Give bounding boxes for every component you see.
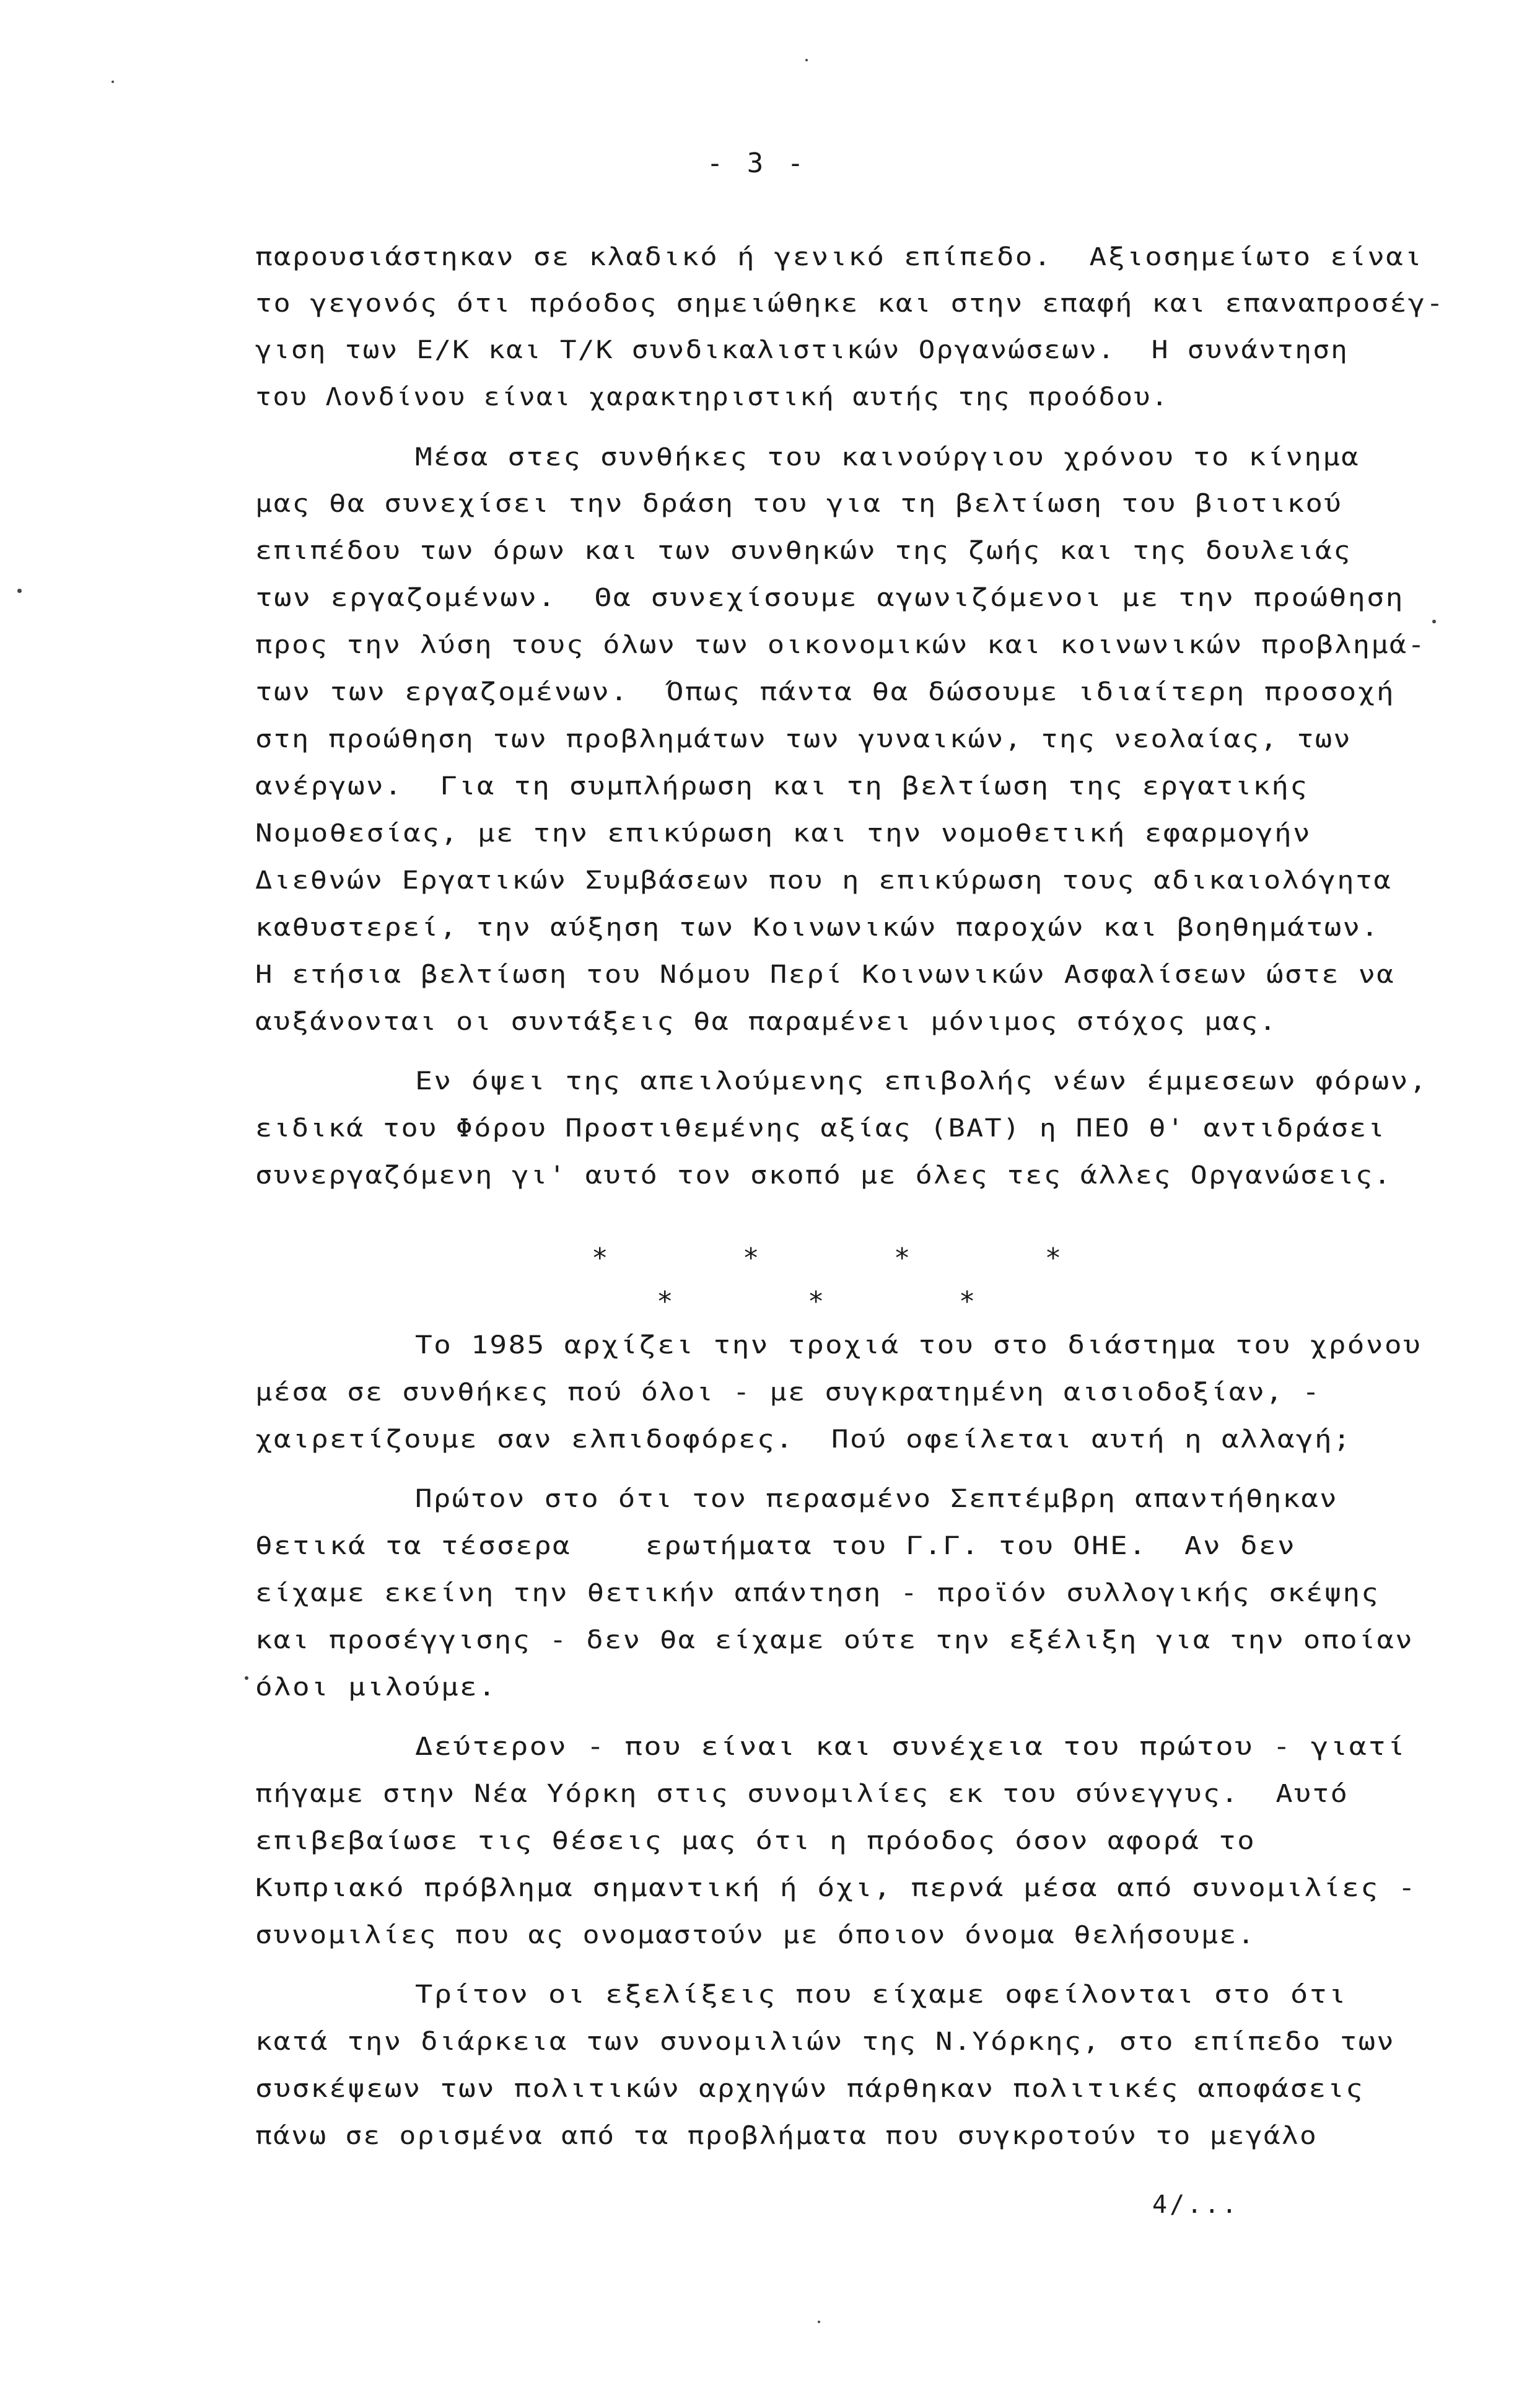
text-line: παρουσιάστηκαν σε κλαδικό ή γενικό επίπεδο. Αξιοσημείωτο είναι (255, 243, 1424, 271)
text-line: επιπέδου των όρων και των συνθηκών της ζωής και της δουλειάς (255, 537, 1352, 565)
text-line: καθυστερεί, την αύξηση των Κοινωνικών παροχών και βοηθημάτων. (255, 913, 1380, 942)
scan-speck (805, 59, 808, 61)
text-line: πάνω σε ορισμένα από τα προβλήματα που συγκροτούν το μεγάλο (255, 2122, 1318, 2150)
text-line: συνεργαζόμενη γι' αυτό τον σκοπό με όλες τες άλλες Οργανώσεις. (255, 1161, 1393, 1190)
text-line: κατά την διάρκεια των συνομιλιών της Ν.Υόρκης, στο επίπεδο των (255, 2028, 1395, 2056)
text-line: μέσα σε συνθήκες πού όλοι - με συγκρατημένη αισιοδοξίαν, - (255, 1378, 1321, 1407)
text-line: επιβεβαίωσε τις θέσεις μας ότι η πρόοδος όσον αφορά το (255, 1827, 1256, 1855)
text-line: Διεθνών Εργατικών Συμβάσεων που η επικύρωση τους αδικαιολόγητα (255, 866, 1393, 895)
text-line: και προσέγγισης - δεν θα είχαμε ούτε την εξέλιξη για την οποίαν (255, 1626, 1414, 1654)
text-line: των των εργαζομένων. Όπως πάντα θα δώσουμε ιδιαίτερη προσοχή (255, 678, 1396, 706)
text-line: το γεγονός ότι πρόοδος σημειώθηκε και στην επαφή και επαναπροσέγ- (255, 289, 1445, 318)
text-line: θετικά τα τέσσερα ερωτήματα του Γ.Γ. του ΟΗΕ. Αν δεν (255, 1532, 1296, 1560)
text-line: Η ετήσια βελτίωση του Νόμου Περί Κοινωνικών Ασφαλίσεων ώστε να (255, 960, 1395, 989)
text-line: Κυπριακό πρόβλημα σημαντική ή όχι, περνά μέσα από συνομιλίες - (255, 1874, 1417, 1902)
separator-stars-row-1: * * * * (592, 1242, 1064, 1274)
text-line: πήγαμε στην Νέα Υόρκη στις συνομιλίες εκ του σύνεγγυς. Αυτό (255, 1780, 1349, 1808)
text-line: ανέργων. Για τη συμπλήρωση και τη βελτίωση της εργατικής (255, 772, 1309, 801)
text-line: Εν όψει της απειλούμενης επιβολής νέων έμμεσεων φόρων, (415, 1067, 1429, 1096)
text-line: Νομοθεσίας, με την επικύρωση και την νομοθετική εφαρμογήν (255, 819, 1311, 848)
text-line: Μέσα στες συνθήκες του καινούργιου χρόνου το κίνημα (415, 443, 1360, 472)
scan-speck (112, 81, 114, 83)
text-line: συσκέψεων των πολιτικών αρχηγών πάρθηκαν πολιτικές αποφάσεις (255, 2075, 1364, 2103)
text-line: ειδικά του Φόρου Προστιθεμένης αξίας (ΒΑΤ) η ΠΕΟ θ' αντιδράσει (255, 1114, 1386, 1143)
scan-speck (17, 589, 22, 593)
text-line: συνομιλίες που ας ονομαστούν με όποιον όνομα θελήσουμε. (255, 1921, 1256, 1949)
page-number: - 3 - (706, 147, 808, 179)
text-line: μας θα συνεχίσει την δράση του για τη βελτίωση του βιοτικού (255, 490, 1343, 518)
scan-speck (818, 2321, 820, 2323)
continued-marker: 4/... (1152, 2190, 1240, 2219)
text-line: Πρώτον στο ότι τον περασμένο Σεπτέμβρη απαντήθηκαν (415, 1485, 1338, 1513)
text-line: Τρίτον οι εξελίξεις που είχαμε οφείλονται στο ότι (415, 1980, 1348, 2009)
text-line: χαιρετίζουμε σαν ελπιδοφόρες. Πού οφείλεται αυτή η αλλαγή; (255, 1425, 1352, 1454)
text-line: είχαμε εκείνη την θετικήν απάντηση - προϊόν συλλογικής σκέψης (255, 1579, 1380, 1607)
text-line: Δεύτερον - που είναι και συνέχεια του πρώτου - γιατί (415, 1733, 1406, 1761)
scan-speck (245, 1676, 248, 1680)
text-line: αυξάνονται οι συντάξεις θα παραμένει μόνιμος στόχος μας. (255, 1008, 1278, 1036)
text-line: προς την λύση τους όλων των οικονομικών και κοινωνικών προβλημά- (255, 631, 1426, 659)
text-line: των εργαζομένων. Θα συνεχίσουμε αγωνιζόμενοι με την προώθηση (255, 584, 1404, 612)
text-line: γιση των Ε/Κ και Τ/Κ συνδικαλιστικών Οργανώσεων. Η συνάντηση (255, 336, 1349, 364)
separator-stars-row-2: * * * (657, 1286, 978, 1317)
text-line: του Λονδίνου είναι χαρακτηριστική αυτής της προόδου. (255, 383, 1169, 411)
text-line: στη προώθηση των προβλημάτων των γυναικών, της νεολαίας, των (255, 725, 1352, 754)
text-line: όλοι μιλούμε. (255, 1673, 497, 1702)
scan-speck (1432, 620, 1436, 623)
text-line: Το 1985 αρχίζει την τροχιά του στο διάστημα του χρόνου (415, 1331, 1422, 1360)
